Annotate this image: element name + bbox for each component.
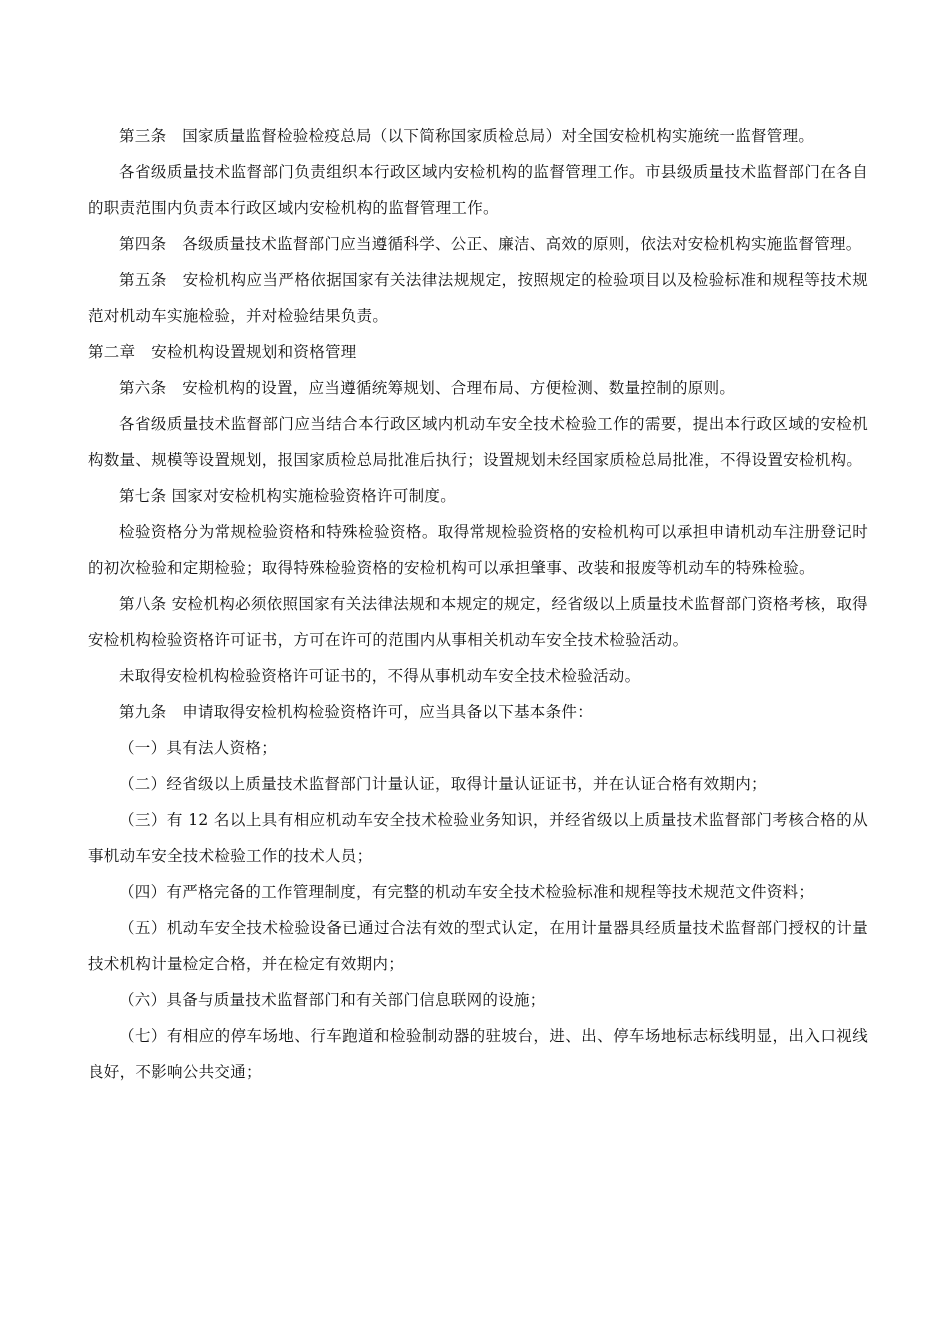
article-7-paragraph-2: 检验资格分为常规检验资格和特殊检验资格。取得常规检验资格的安检机构可以承担申请机动车注册登记时的初次检验和定期检验；取得特殊检验资格的安检机构可以承担肇事、改装和报废等机动车的特殊检验。	[88, 523, 868, 577]
article-3-paragraph-2: 各省级质量技术监督部门负责组织本行政区域内安检机构的监督管理工作。市县级质量技术监督部门在各自的职责范围内负责本行政区域内安检机构的监督管理工作。	[88, 163, 868, 217]
chapter-2-heading: 第二章 安检机构设置规划和资格管理	[88, 343, 357, 361]
article-5: 第五条 安检机构应当严格依据国家有关法律法规规定，按照规定的检验项目以及检验标准和规程等技术规范对机动车实施检验，并对检验结果负责。	[88, 271, 868, 325]
article-8-paragraph-2: 未取得安检机构检验资格许可证书的，不得从事机动车安全技术检验活动。	[119, 667, 641, 685]
article-9: 第九条 申请取得安检机构检验资格许可，应当具备以下基本条件：	[119, 703, 594, 721]
article-7: 第七条 国家对安检机构实施检验资格许可制度。	[119, 487, 457, 505]
article-8: 第八条 安检机构必须依照国家有关法律法规和本规定的规定，经省级以上质量技术监督部门资格考核，取得安检机构检验资格许可证书，方可在许可的范围内从事相关机动车安全技术检验活动。	[88, 595, 868, 649]
article-9-item-6: （六）具备与质量技术监督部门和有关部门信息联网的设施；	[119, 991, 546, 1009]
article-4: 第四条 各级质量技术监督部门应当遵循科学、公正、廉洁、高效的原则，依法对安检机构实施监督管理。	[119, 235, 862, 253]
article-9-item-3: （三）有 12 名以上具有相应机动车安全技术检验业务知识，并经省级以上质量技术监督部门考核合格的从事机动车安全技术检验工作的技术人员；	[88, 811, 868, 865]
article-9-item-4: （四）有严格完备的工作管理制度，有完整的机动车安全技术检验标准和规程等技术规范文件资料；	[119, 883, 815, 901]
article-9-item-7: （七）有相应的停车场地、行车跑道和检验制动器的驻坡台，进、出、停车场地标志标线明显，出入口视线良好，不影响公共交通；	[88, 1027, 868, 1081]
article-9-item-1: （一）具有法人资格；	[119, 739, 278, 757]
article-9-item-2: （二）经省级以上质量技术监督部门计量认证，取得计量认证证书，并在认证合格有效期内；	[119, 775, 767, 793]
article-6-paragraph-2: 各省级质量技术监督部门应当结合本行政区域内机动车安全技术检验工作的需要，提出本行政区域的安检机构数量、规模等设置规划，报国家质检总局批准后执行；设置规划未经国家质检总局批准，不得设置安检机构。	[88, 415, 868, 469]
document-body	[88, 118, 868, 1090]
article-6: 第六条 安检机构的设置，应当遵循统筹规划、合理布局、方便检测、数量控制的原则。	[119, 379, 736, 397]
article-9-item-5: （五）机动车安全技术检验设备已通过合法有效的型式认定，在用计量器具经质量技术监督部门授权的计量技术机构计量检定合格，并在检定有效期内；	[88, 919, 868, 973]
article-3: 第三条 国家质量监督检验检疫总局（以下简称国家质检总局）对全国安检机构实施统一监督管理。	[119, 127, 815, 145]
